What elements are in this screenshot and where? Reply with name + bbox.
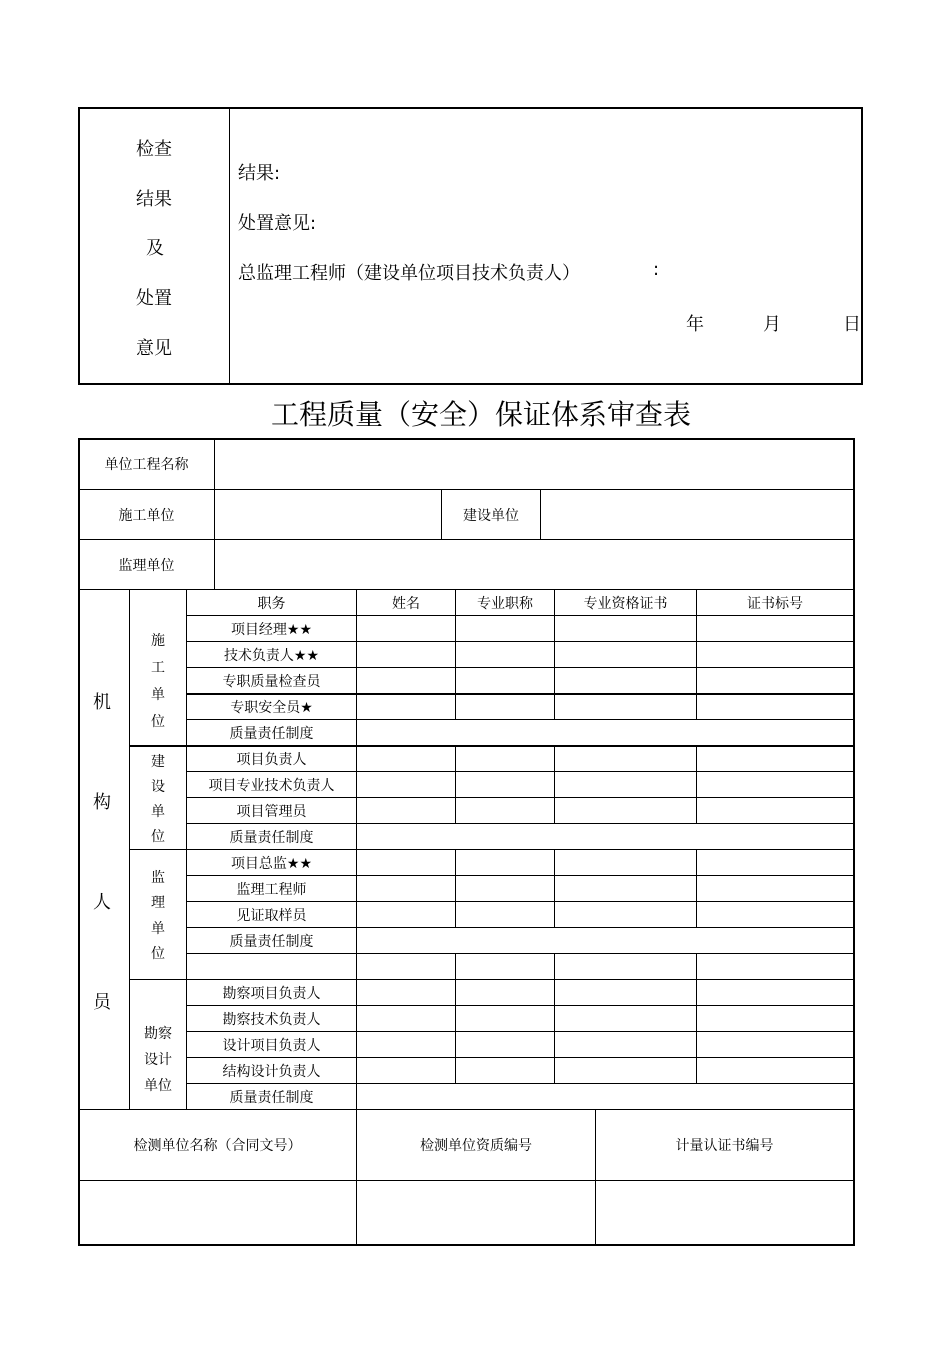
owner-unit-field[interactable] <box>541 490 853 539</box>
col-line <box>455 954 456 1084</box>
signer-colon: : <box>653 259 660 280</box>
role-cell: 项目经理★★ <box>230 621 313 638</box>
group-construction-label <box>130 626 186 734</box>
date-month: 月 <box>763 314 781 335</box>
inspection-label-4: 处置 <box>136 288 172 309</box>
metrology-cert-field[interactable] <box>596 1181 853 1244</box>
inspection-divider <box>229 108 230 384</box>
testing-unit-name-header: 检测单位名称（合同文号） <box>133 1138 302 1154</box>
col-line <box>554 746 555 824</box>
supervision-unit-label: 监理单位 <box>118 557 175 574</box>
group-char: 勘察 <box>144 1026 172 1042</box>
role-cell: 项目管理员 <box>236 803 307 820</box>
date-year: 年 <box>686 314 704 335</box>
group-char: 位 <box>151 828 165 845</box>
role-cell: 项目负责人 <box>236 752 307 768</box>
group-char: 设 <box>151 778 165 795</box>
inspection-label-5: 意见 <box>136 338 172 359</box>
construction-unit-field[interactable] <box>215 490 441 539</box>
org-label-2: 构 <box>93 792 111 813</box>
org-label-1: 机 <box>93 692 111 713</box>
supervision-unit-field[interactable] <box>215 540 853 589</box>
col-line <box>455 850 456 928</box>
result-label: 结果: <box>238 163 281 184</box>
role-cell: 技术负责人★★ <box>223 647 320 664</box>
row-line <box>187 953 854 954</box>
group-char: 建 <box>151 753 165 770</box>
role-cell: 项目专业技术负责人 <box>208 777 335 794</box>
group-char: 理 <box>151 895 165 912</box>
inspection-label-2: 结果 <box>136 189 172 210</box>
role-cell: 勘察项目负责人 <box>222 985 321 1002</box>
role-cell: 质量责任制度 <box>229 1089 314 1106</box>
date-day: 日 <box>843 314 861 335</box>
group-char: 单 <box>151 803 165 820</box>
header-title: 专业职称 <box>477 595 533 612</box>
construction-unit-label: 施工单位 <box>118 507 175 524</box>
testing-unit-qualification-header: 检测单位资质编号 <box>420 1138 532 1154</box>
form-title: 工程质量（安全）保证体系审查表 <box>270 398 691 431</box>
group-char: 监 <box>151 869 165 886</box>
group-char: 施 <box>151 632 165 649</box>
header-certificate-no: 证书标号 <box>747 595 803 612</box>
metrology-cert-header: 计量认证书编号 <box>675 1138 774 1154</box>
role-cell: 见证取样员 <box>236 907 307 924</box>
group-supervision-label <box>130 864 186 966</box>
org-label-3: 人 <box>93 892 111 913</box>
group-char: 工 <box>151 659 165 676</box>
role-cell: 质量责任制度 <box>229 725 314 742</box>
group-char: 位 <box>151 713 165 730</box>
inspection-label-3: 及 <box>146 238 164 259</box>
role-cell: 专职质量检查员 <box>222 673 321 690</box>
group-char: 单位 <box>144 1078 172 1094</box>
col-line <box>554 850 555 928</box>
org-label-4: 员 <box>93 992 111 1013</box>
role-cell: 监理工程师 <box>236 881 307 898</box>
disposal-label: 处置意见: <box>238 213 317 234</box>
col-line <box>696 850 697 928</box>
group-char: 单 <box>151 920 165 937</box>
role-cell: 专职安全员★ <box>230 700 313 716</box>
signer-label: 总监理工程师（建设单位项目技术负责人） <box>238 263 580 284</box>
role-cell: 设计项目负责人 <box>222 1037 321 1054</box>
col-line <box>696 954 697 1084</box>
role-cell: 质量责任制度 <box>229 933 314 950</box>
group-char: 位 <box>151 946 165 963</box>
role-cell: 质量责任制度 <box>229 829 314 846</box>
role-cell: 项目总监★★ <box>230 855 313 872</box>
header-name: 姓名 <box>392 595 420 612</box>
col-line <box>696 746 697 824</box>
role-cell: 结构设计负责人 <box>222 1063 321 1080</box>
col-line <box>455 746 456 824</box>
group-char: 设计 <box>144 1052 172 1068</box>
header-position: 职务 <box>257 595 286 612</box>
inspection-box <box>78 107 863 385</box>
project-name-field[interactable] <box>215 439 853 489</box>
role-cell: 勘察技术负责人 <box>222 1011 321 1028</box>
owner-unit-label: 建设单位 <box>463 507 519 524</box>
group-survey-design-label <box>130 1020 186 1098</box>
header-certificate: 专业资格证书 <box>583 595 668 612</box>
project-name-label: 单位工程名称 <box>104 457 189 473</box>
group-owner-label <box>130 748 186 848</box>
testing-unit-qualification-field[interactable] <box>357 1181 595 1244</box>
testing-unit-name-field[interactable] <box>79 1181 356 1244</box>
col-line <box>554 954 555 1084</box>
group-char: 单 <box>151 686 165 703</box>
inspection-label-1: 检查 <box>136 139 172 160</box>
